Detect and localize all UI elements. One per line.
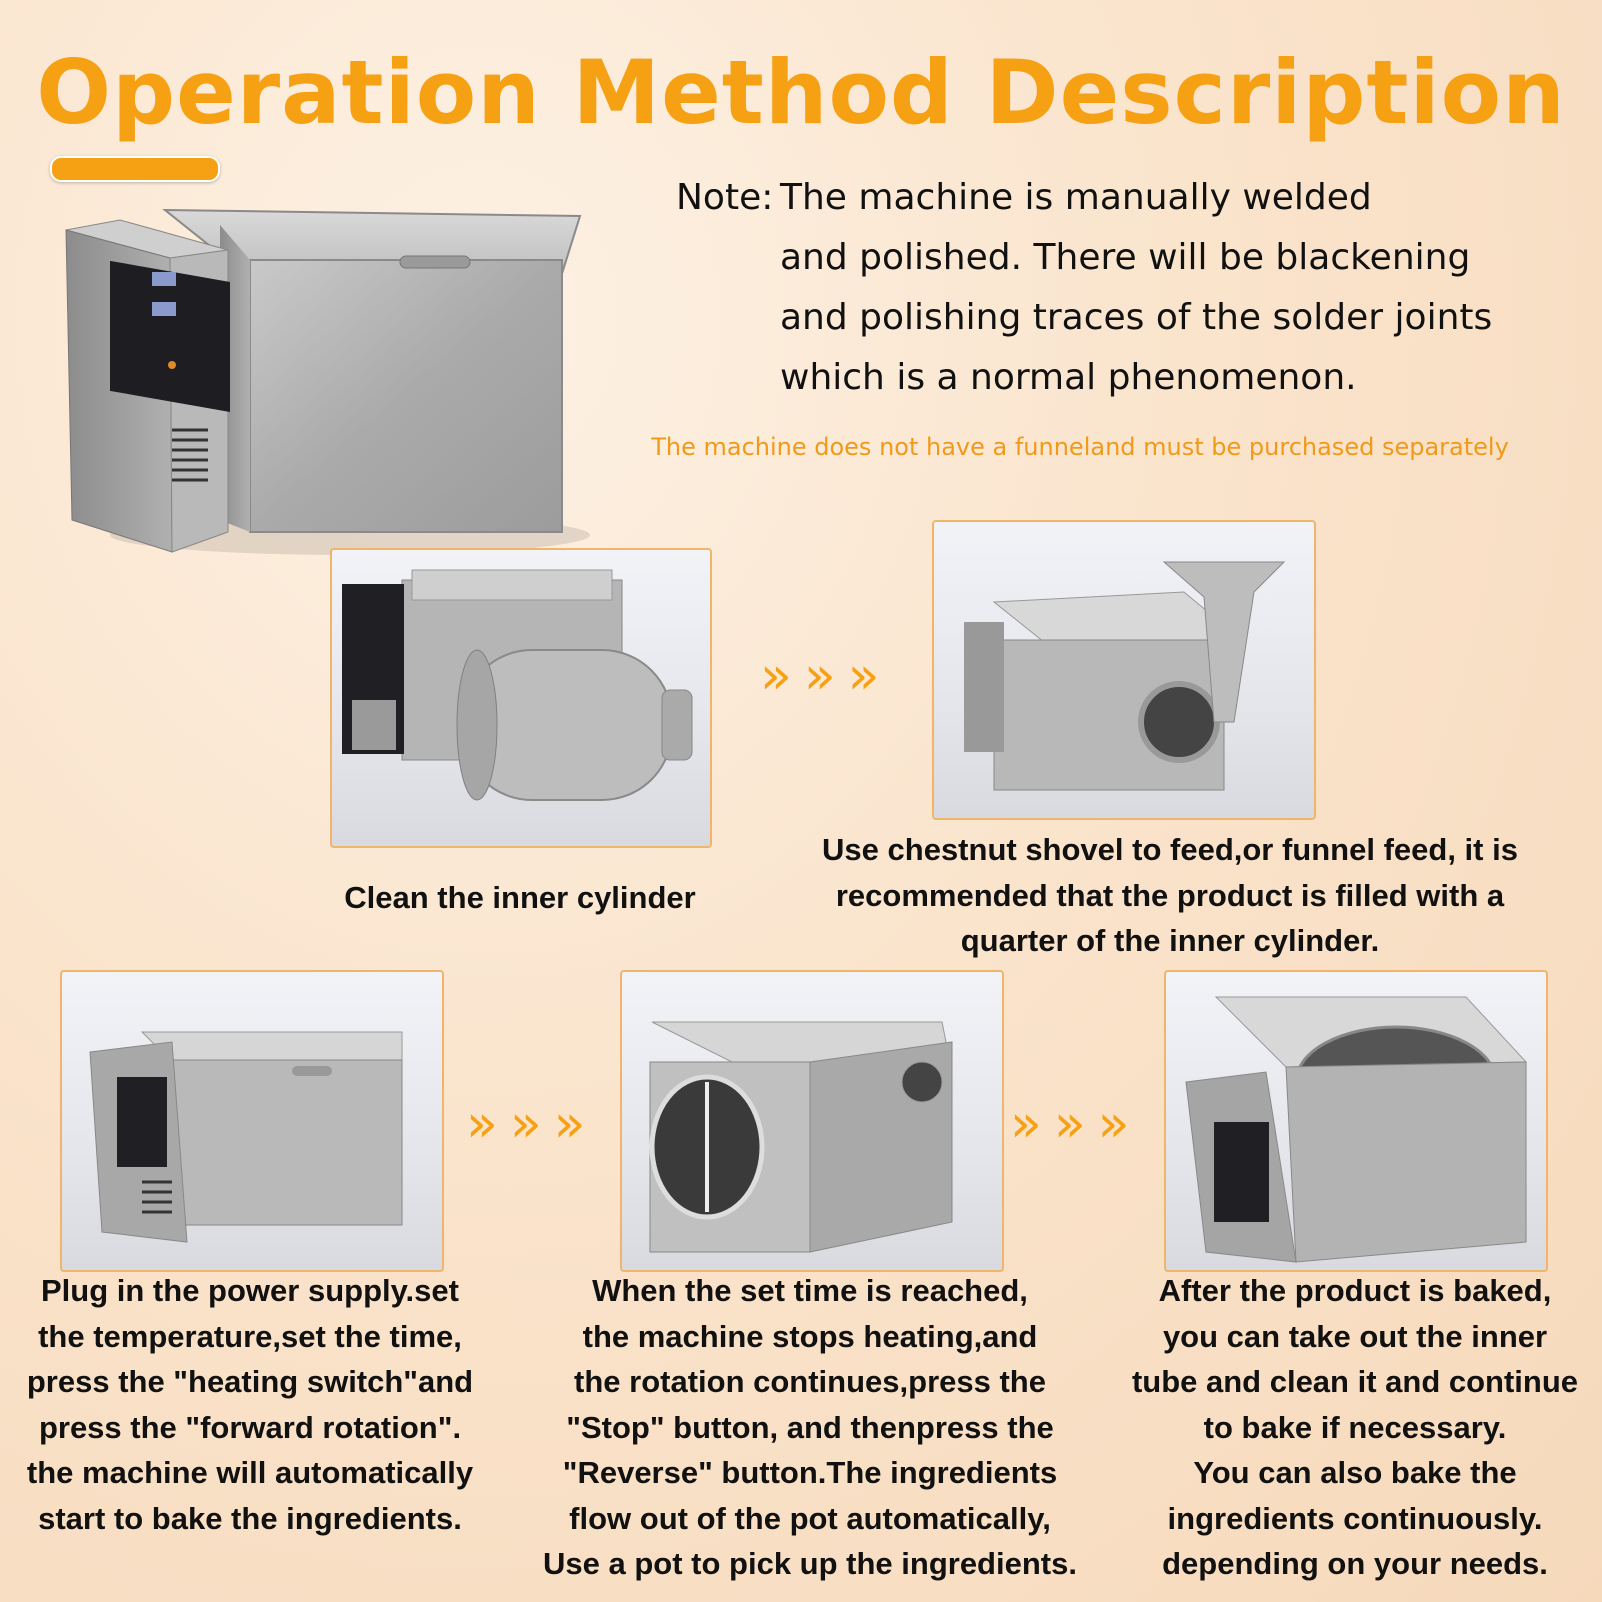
note-line: and polishing traces of the solder joints [780,297,1493,338]
machine-front-closed-photo-icon [62,972,442,1270]
note-line: The machine is manually welded [780,177,1372,218]
note-line: which is a normal phenomenon. [780,357,1357,398]
step-arrow: »»» [1010,1094,1142,1154]
caption-line: Use chestnut shovel to feed,or funnel feed, it is [822,832,1518,867]
step-3-photo [60,970,444,1272]
step-5-caption [1110,1268,1600,1587]
step-arrow: »»» [760,646,892,706]
caption-line: to bake if necessary. [1203,1409,1507,1445]
step-2-photo [932,520,1316,820]
caption-line: depending on your needs. [1162,1546,1548,1581]
caption-line: flow out of the pot automatically, [569,1500,1051,1536]
caption-line: you can take out the inner [1162,1318,1548,1354]
caption-line: After the product is baked, [1158,1273,1552,1308]
step-5-photo [1164,970,1548,1272]
caption-line: press the "forward rotation". [38,1409,462,1445]
accent-bar [50,156,220,182]
page-title: Operation Method Description [36,41,1566,144]
caption-line: the machine will automatically [26,1455,474,1490]
caption-line: quarter of the inner cylinder. [960,923,1380,958]
caption-line: When the set time is reached, [592,1273,1028,1308]
step-4-photo [620,970,1004,1272]
caption-line: Use a pot to pick up the ingredients. [543,1546,1077,1581]
step-1-photo [330,548,712,848]
caption-line: the temperature,set the time, [38,1318,462,1354]
caption-line: "Reverse" button.The ingredients [562,1455,1058,1490]
funnel-notice: The machine does not have a funneland must be purchased separately [651,433,1509,461]
machine-drum-removed-photo-icon [332,550,710,846]
note-block [676,168,1576,408]
step-2-caption [760,827,1580,964]
step-3-caption [10,1268,490,1541]
machine-with-funnel-photo-icon [934,522,1314,818]
note-line: and polished. There will be blackening [780,237,1471,278]
caption-line: the machine stops heating,and [582,1318,1038,1354]
caption-line: the rotation continues,press the [574,1364,1046,1399]
roaster-machine-hero-image [60,190,600,570]
caption-line: Clean the inner cylinder [344,880,696,915]
caption-line: You can also bake the [1193,1455,1517,1490]
machine-rear-drum-door-photo-icon [622,972,1002,1270]
caption-line: ingredients continuously. [1167,1500,1543,1536]
caption-line: press the "heating switch"and [26,1364,474,1399]
caption-line: start to bake the ingredients. [38,1500,462,1536]
caption-line: Plug in the power supply.set [41,1273,459,1308]
machine-open-lid-drum-photo-icon [1166,972,1546,1270]
step-1-caption [300,875,740,921]
note-prefix: Note: [676,177,774,218]
caption-line: recommended that the product is filled with a [835,877,1505,913]
step-4-caption [530,1268,1090,1587]
caption-line: "Stop" button, and thenpress the [566,1409,1054,1445]
caption-line: tube and clean it and continue [1131,1364,1579,1399]
step-arrow: »»» [466,1094,598,1154]
